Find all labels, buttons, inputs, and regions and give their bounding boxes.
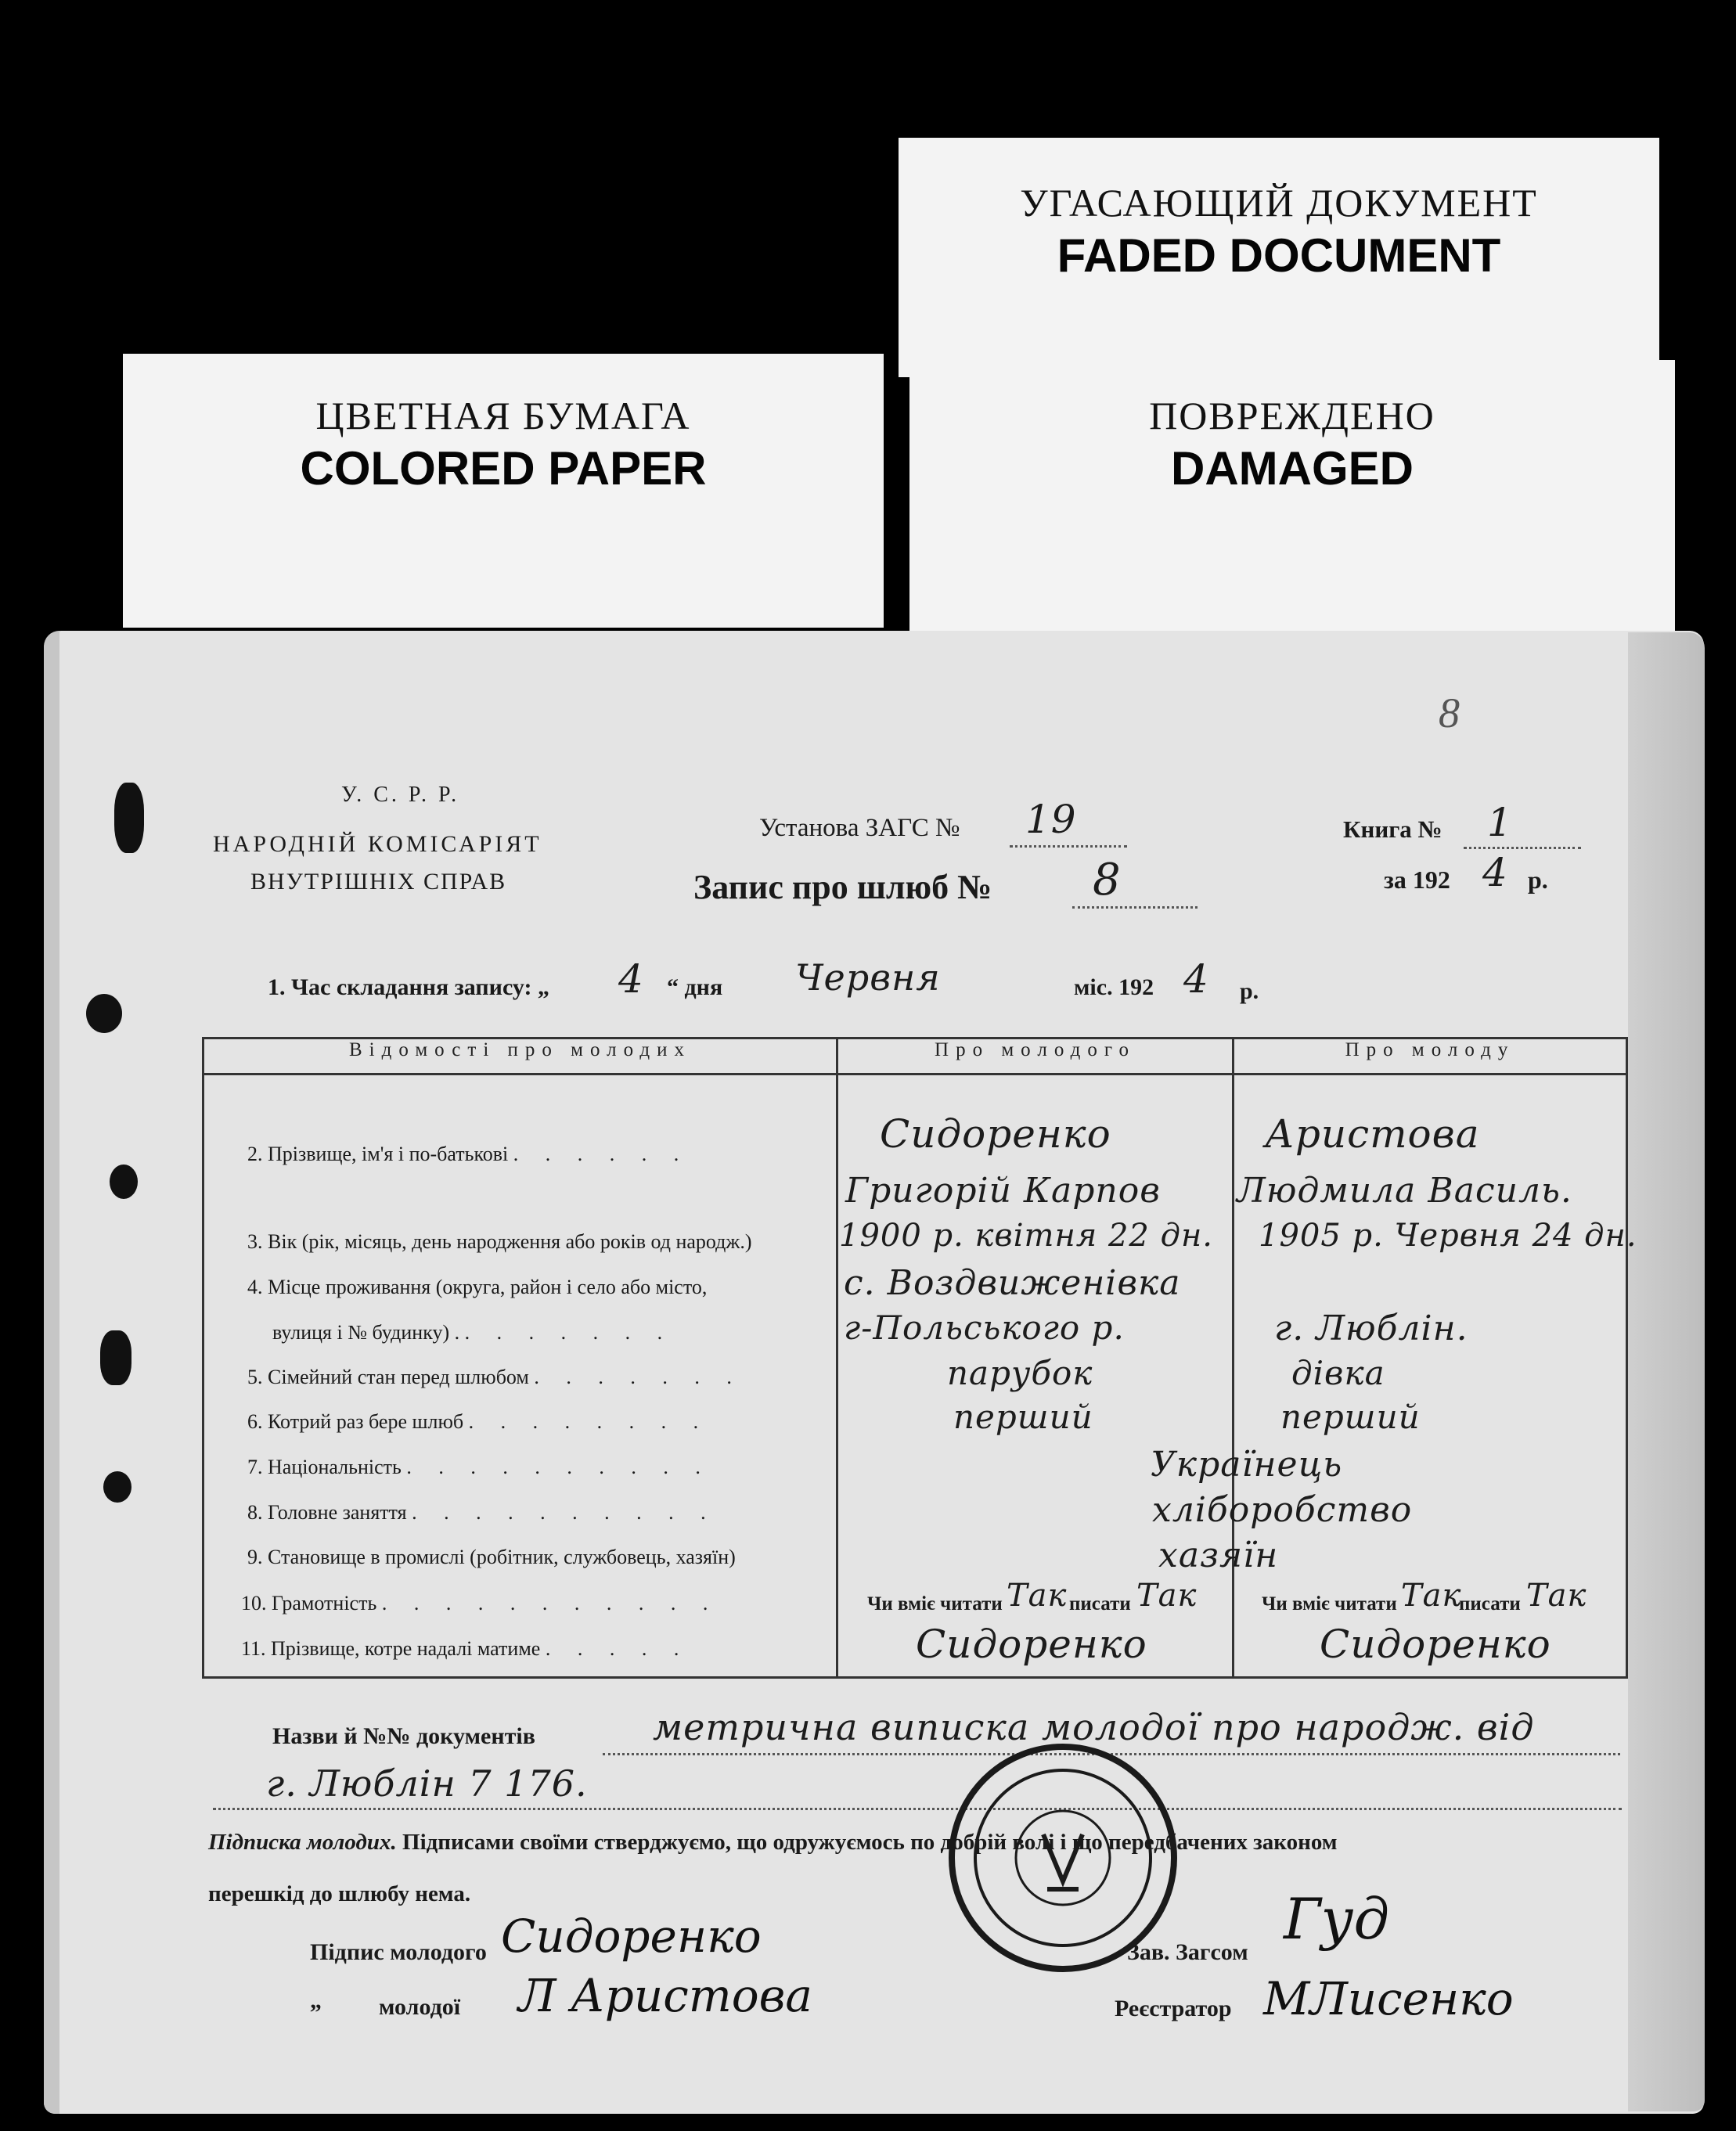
groom-times: перший	[953, 1398, 1093, 1436]
groom-literacy-read: Так	[1007, 1578, 1068, 1614]
faded-en-label: FADED DOCUMENT	[1057, 229, 1501, 282]
bride-literacy-read: Так	[1401, 1578, 1462, 1614]
ministry-line2: ВНУТРІШНІХ СПРАВ	[250, 869, 507, 895]
ministry-line1: НАРОДНІЙ КОМІСАРІЯТ	[213, 831, 542, 857]
punch-hole	[114, 783, 144, 853]
punch-hole	[100, 1330, 131, 1385]
groom-new-surname: Сидоренко	[916, 1622, 1147, 1667]
groom-place1: с. Воздвиженівка	[844, 1263, 1181, 1303]
col-header-groom: Про молодого	[837, 1039, 1234, 1074]
bride-place: г. Люблін.	[1274, 1308, 1468, 1348]
declaration-title: Підписка молодих.	[208, 1830, 397, 1855]
faded-ru-label: УГАСАЮЩИЙ ДОКУМЕНТ	[1020, 181, 1538, 225]
year-digit: 4	[1482, 850, 1508, 895]
row-label-street: вулиця і № будинку) . . . . . . . .	[272, 1321, 674, 1344]
damaged-en-label: DAMAGED	[1171, 442, 1414, 495]
bride-birth: 1905 р. Червня 24 дн.	[1259, 1218, 1637, 1254]
row-label-age: 3. Вік (рік, місяць, день народження або років од народж.)	[247, 1230, 752, 1253]
zags-dotline	[1010, 845, 1127, 848]
bride-new-surname: Сидоренко	[1320, 1622, 1551, 1667]
colored-paper-card	[123, 354, 884, 628]
record-dotline	[1072, 906, 1198, 909]
bride-signature-label: молодої	[379, 1994, 461, 2020]
bride-times: перший	[1280, 1398, 1421, 1436]
shared-occupation: хліборобство	[1152, 1490, 1413, 1530]
groom-surname: Сидоренко	[880, 1111, 1111, 1157]
row-label-residence: 4. Місце проживання (округа, район і село або місто,	[247, 1276, 708, 1298]
registrar-signature-label: Реєстратор	[1115, 1996, 1232, 2021]
row-label-times: 6. Котрий раз бере шлюб . . . . . . . .	[247, 1410, 710, 1433]
damaged-ru-label: ПОВРЕЖДЕНО	[1149, 394, 1435, 437]
faded-document-card	[899, 138, 1659, 377]
row-label-surname: 2. Прізвище, ім'я і по-батькові . . . . . .	[247, 1143, 690, 1165]
compiled-month-suffix: міс. 192	[1074, 974, 1154, 1000]
row-label-occupation: 8. Головне заняття . . . . . . . . . .	[247, 1501, 717, 1524]
book-number: 1	[1487, 800, 1513, 845]
row-label-marital: 5. Сімейний стан перед шлюбом . . . . . . .	[247, 1366, 743, 1388]
bride-literacy-write-label: писати	[1459, 1593, 1521, 1614]
groom-status: парубок	[947, 1354, 1093, 1392]
bride-signature: Л Аристова	[518, 1969, 812, 2022]
groom-signature-label: Підпис молодого	[310, 1939, 487, 1965]
bride-name: Людмила Василь.	[1237, 1171, 1572, 1211]
row-label-literacy: 10. Грамотність . . . . . . . . . . .	[241, 1592, 719, 1614]
bride-surname: Аристова	[1265, 1111, 1480, 1157]
compiled-year-digit: 4	[1183, 956, 1209, 1002]
zags-number: 19	[1025, 797, 1077, 842]
book-label: Книга №	[1343, 815, 1442, 843]
declaration-line1: Підписами своїми стверджуємо, що одружуємось по добрій волі і що передбачених законом	[402, 1830, 1338, 1855]
zags-label: Установа ЗАГС №	[759, 814, 960, 842]
head-signature: Гуд	[1284, 1886, 1390, 1952]
compiled-month: Червня	[795, 956, 941, 999]
groom-signature: Сидоренко	[501, 1910, 762, 1963]
shared-position: хазяїн	[1158, 1535, 1279, 1575]
book-dotline	[1464, 847, 1581, 849]
row-label-nationality: 7. Національність . . . . . . . . . .	[247, 1456, 711, 1478]
declaration-text	[208, 1830, 1338, 1856]
punch-hole	[86, 994, 122, 1033]
compiled-day-suffix: “ дня	[667, 974, 723, 1000]
groom-name: Григорій Карпов	[845, 1171, 1161, 1211]
groom-place2: г-Польського р.	[844, 1308, 1125, 1347]
documents-dotline2	[213, 1808, 1622, 1810]
registrar-signature: МЛисенко	[1263, 1972, 1514, 2025]
punch-hole	[103, 1471, 131, 1503]
page-number: 8	[1439, 689, 1460, 736]
documents-line2: г. Люблін 7 176.	[266, 1762, 588, 1805]
declaration-line2: перешкід до шлюбу нема.	[208, 1881, 471, 1906]
bride-literacy-write: Так	[1526, 1578, 1587, 1614]
year-suffix: р.	[1528, 866, 1548, 894]
colored-ru-label: ЦВЕТНАЯ БУМАГА	[315, 394, 691, 437]
year-prefix: за 192	[1384, 866, 1450, 894]
country-label: У. С. Р. Р.	[341, 783, 460, 807]
col-header-info: Відомості про молодих	[203, 1039, 837, 1074]
documents-line1: метрична виписка молодої про народж. від	[653, 1706, 1535, 1748]
sheet-right-edge	[1628, 632, 1705, 2111]
col-header-bride: Про молоду	[1234, 1039, 1627, 1074]
bride-status: дівка	[1291, 1354, 1385, 1392]
compiled-year-suffix: р.	[1240, 978, 1259, 1004]
groom-literacy-write: Так	[1136, 1578, 1198, 1614]
head-signature-label: Зав. Загсом	[1127, 1939, 1248, 1965]
groom-literacy-read-label: Чи вміє читати	[867, 1593, 1003, 1614]
bride-literacy-read-label: Чи вміє читати	[1262, 1593, 1397, 1614]
colored-en-label: COLORED PAPER	[300, 442, 707, 495]
documents-label: Назви й №№ документів	[272, 1723, 535, 1749]
record-title: Запис про шлюб №	[693, 868, 992, 906]
damaged-card	[909, 360, 1675, 635]
sheet-left-edge	[44, 631, 59, 2114]
row-label-new-surname: 11. Прізвище, котре надалі матиме . . . . .	[241, 1637, 690, 1660]
shared-nationality: Українець	[1151, 1445, 1343, 1485]
row-label-position: 9. Становище в промислі (робітник, службовець, хазяїн)	[247, 1546, 736, 1568]
groom-birth: 1900 р. квітня 22 дн.	[839, 1218, 1214, 1254]
bride-signature-prefix: „	[310, 1988, 322, 2014]
groom-literacy-write-label: писати	[1069, 1593, 1131, 1614]
compiled-day: 4	[618, 956, 644, 1002]
compiled-label: 1. Час складання запису: „	[268, 974, 549, 1000]
record-number: 8	[1093, 855, 1122, 905]
punch-hole	[110, 1164, 138, 1199]
